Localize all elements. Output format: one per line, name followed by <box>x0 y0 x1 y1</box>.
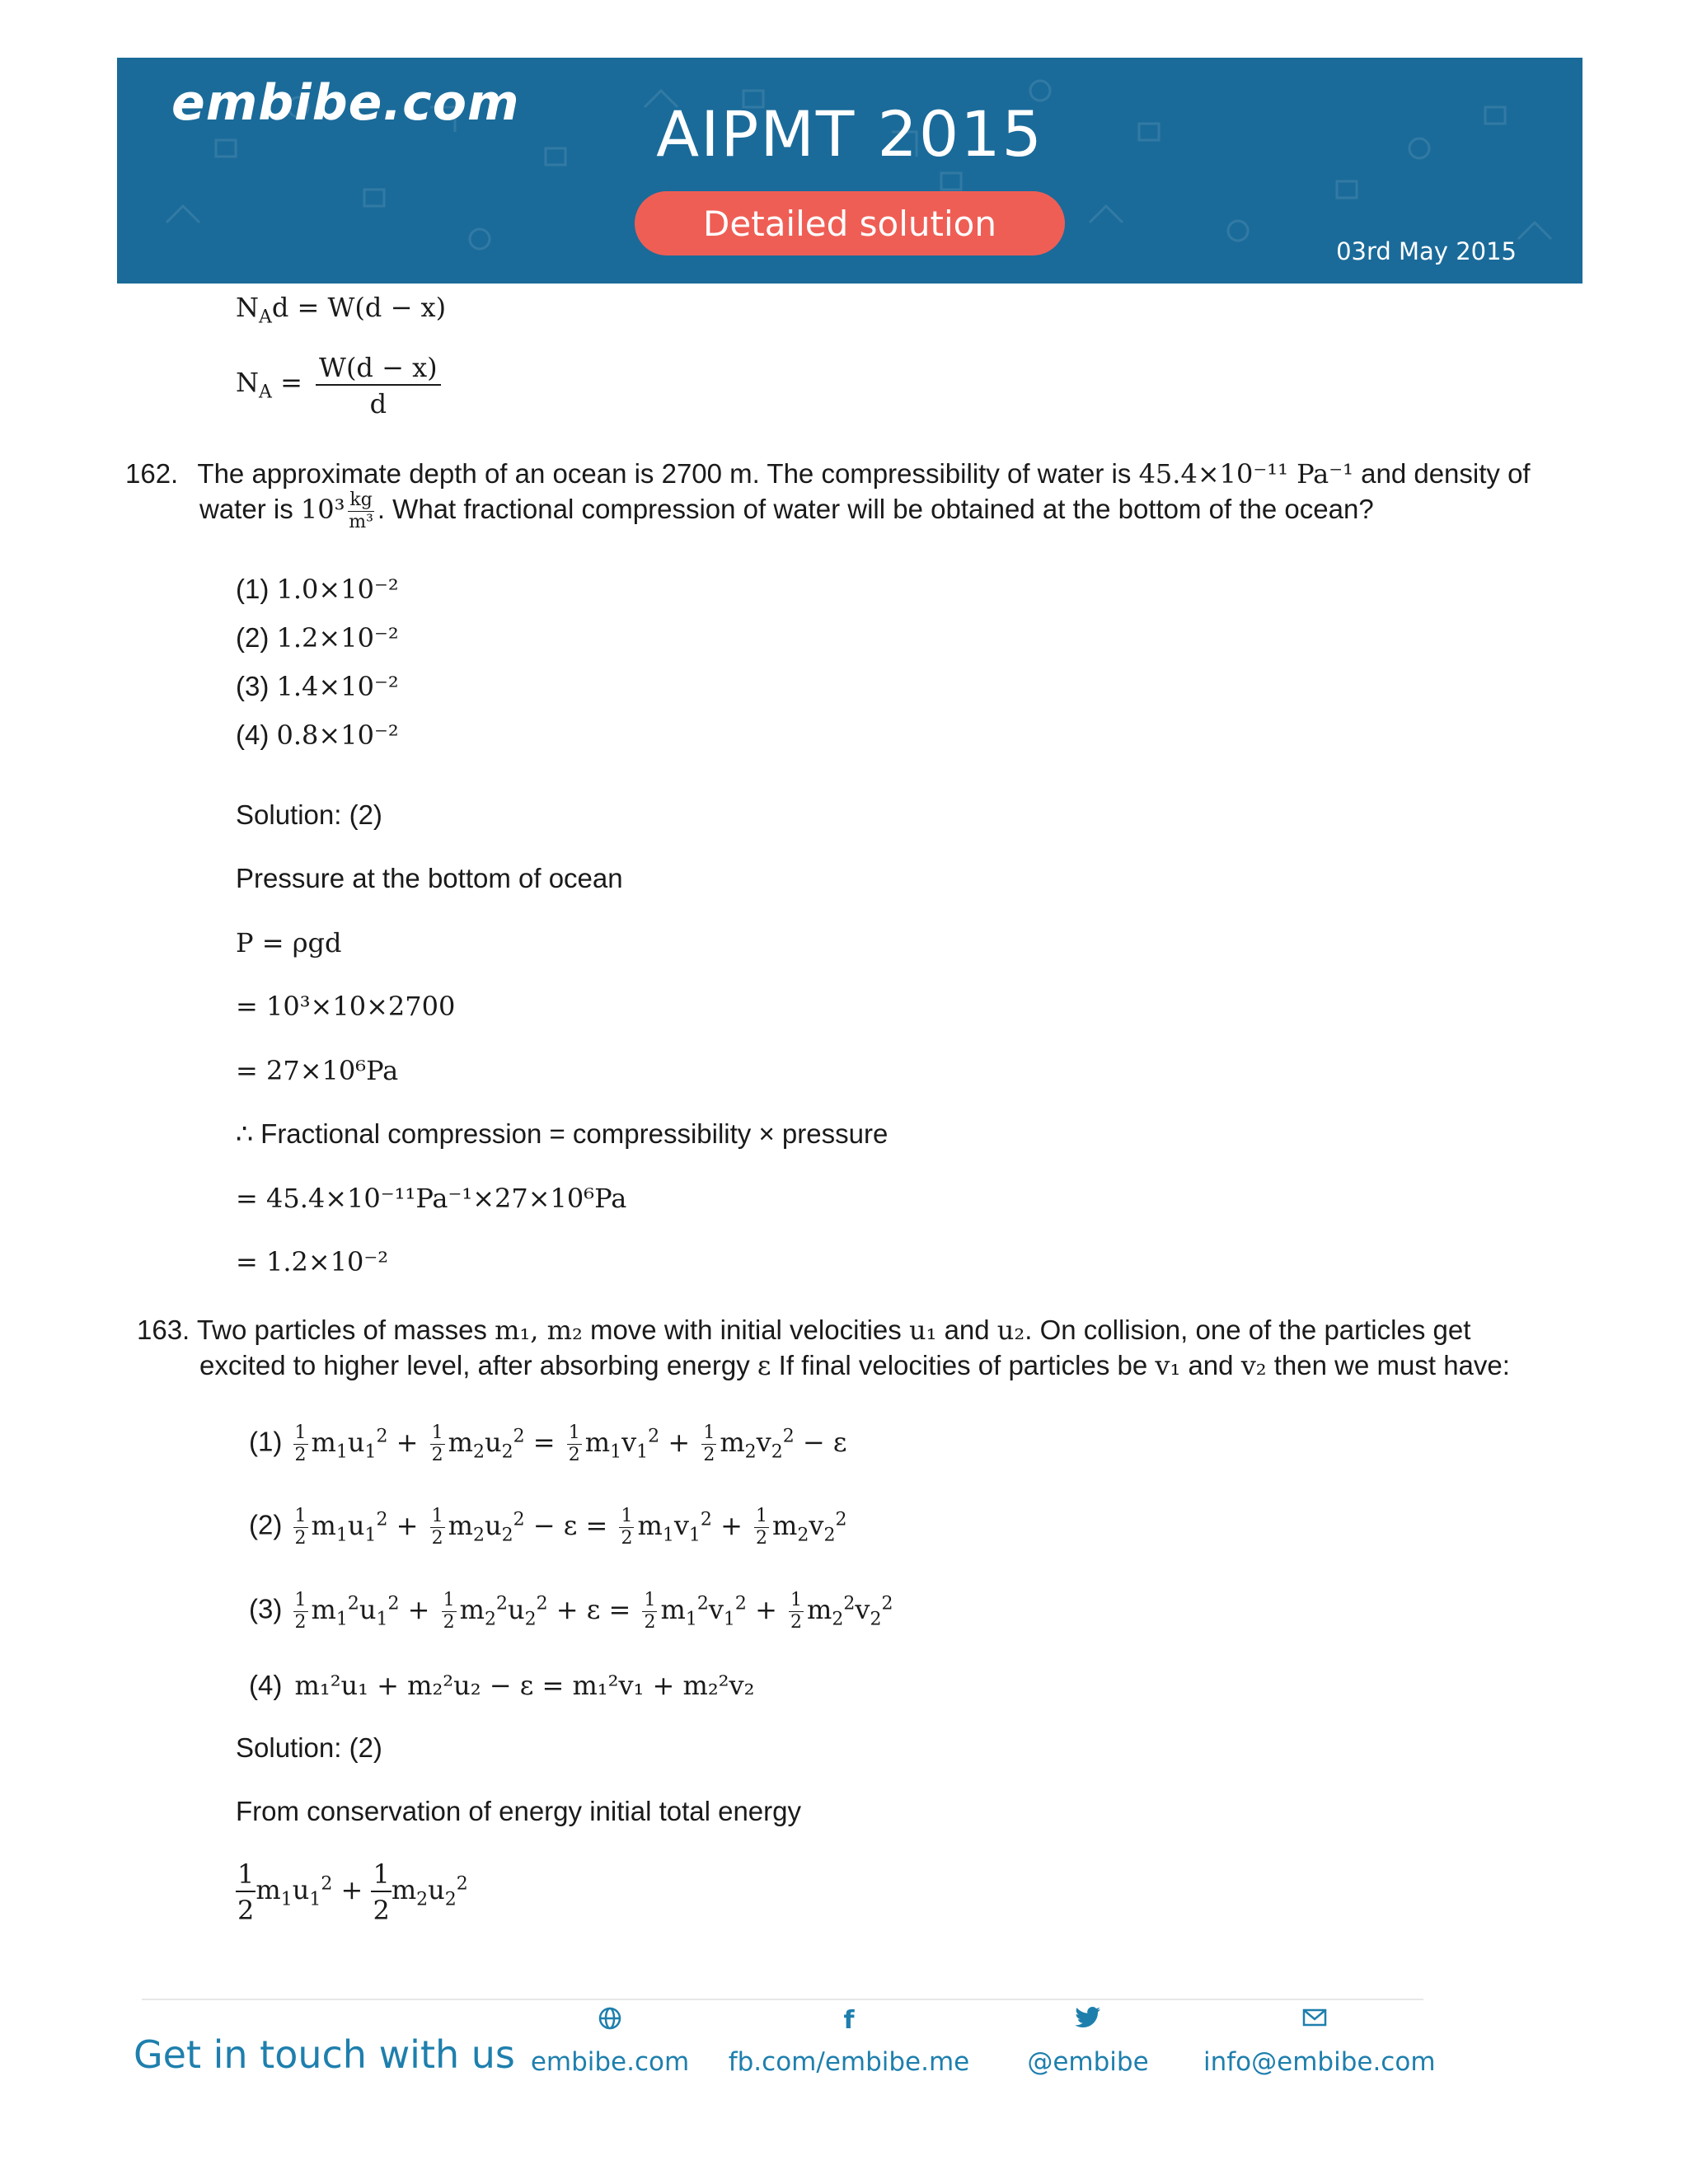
option-3: (3) $\frac{1}{2}$ $m_1^2u_1^2$ + $\frac{1}{2}$ $m_2^2u_2^2 + \varepsilon$ = $\frac{1}{2}$ $m_1^2v_1^2$ + $\frac{1}{2}$ $m_2^2v_2^2$ <box>249 1589 893 1633</box>
brand-logo: embibe.com <box>171 74 520 132</box>
solution-step: Pressure at the bottom of ocean <box>236 863 623 893</box>
question-text: The approximate depth of an ocean is 2700 m. The compressibility of water is <box>197 458 1132 489</box>
globe-icon <box>528 2006 692 2039</box>
option-1: (1) $\frac{1}{2}$ $m_1u_1^2$ + $\frac{1}{2}$ $m_2u_2^2$ = $\frac{1}{2}$ $m_1v_1^2$ + $\frac{1}{2}$ $m_2v_2^2 - \varepsilon$ <box>249 1422 847 1465</box>
footer-link-website[interactable]: embibe.com <box>528 2006 692 2077</box>
option-2: (2) 1.2×10⁻² <box>236 622 399 654</box>
question-number: 162. <box>125 458 179 489</box>
solution-step-energy: $\frac{1}{2}$ $m_1u_1^2$ + $\frac{1}{2}$ $m_2u_2^2$ <box>237 1858 468 1926</box>
question-text: water is <box>199 494 293 524</box>
twitter-icon <box>1006 2006 1170 2039</box>
exam-title: AIPMT 2015 <box>656 97 1043 171</box>
get-in-touch-label: Get in touch with us <box>134 2032 515 2077</box>
footer-divider <box>142 1999 1423 2000</box>
footer-link-facebook[interactable]: f fb.com/embibe.me <box>725 2006 973 2077</box>
footer-link-twitter[interactable]: @embibe <box>1006 2006 1170 2077</box>
solution-label: Solution: (2) <box>236 799 382 830</box>
solution-step: P = ρgd <box>236 927 342 958</box>
solution-step: = 45.4×10⁻¹¹Pa⁻¹×27×10⁶Pa <box>236 1183 627 1214</box>
exam-date: 03rd May 2015 <box>1336 237 1517 265</box>
detailed-solution-badge: Detailed solution <box>635 191 1065 255</box>
question-162-line-2 <box>199 491 1374 532</box>
option-1: (1) 1.0×10⁻² <box>236 574 399 605</box>
question-162-line-1 <box>125 457 1531 491</box>
solution-step: = 27×10⁶Pa <box>236 1055 399 1086</box>
footer-link-email[interactable]: info@embibe.com <box>1203 2006 1426 2077</box>
prev-frac-den: d <box>369 388 387 419</box>
facebook-icon: f <box>843 2006 855 2035</box>
header-banner <box>117 58 1582 284</box>
option-3: (3) 1.4×10⁻² <box>236 671 399 702</box>
question-text: and density of <box>1361 458 1531 489</box>
solution-step: = 10³×10×2700 <box>236 991 456 1022</box>
compressibility-value: 45.4×10⁻¹¹ Pa⁻¹ <box>1138 458 1353 490</box>
solution-step: From conservation of energy initial total energy <box>236 1796 802 1826</box>
density-value: 10³ $\frac{kg}{\text{m³}}$ <box>300 490 373 532</box>
mail-icon <box>1203 2006 1426 2039</box>
solution-step: = 1.2×10⁻² <box>236 1246 389 1277</box>
option-2: (2) $\frac{1}{2}$ $m_1u_1^2$ + $\frac{1}{2}$ $m_2u_2^2 - \varepsilon$ = $\frac{1}{2}$ $m_1v_1^2$ + $\frac{1}{2}$ $m_2v_2^2$ <box>249 1505 847 1549</box>
solution-step: ∴ Fractional compression = compressibility × pressure <box>236 1118 889 1149</box>
question-text: . What fractional compression of water will be obtained at the bottom of the ocean? <box>377 494 1374 524</box>
question-163-line-1: 163. Two particles of masses m₁, m₂ move with initial velocities u₁ and u₂. On collision, one of the particles get <box>137 1315 1471 1346</box>
solution-label: Solution: (2) <box>236 1732 382 1763</box>
option-4: (4) 0.8×10⁻² <box>236 719 399 751</box>
question-number: 163. <box>137 1315 190 1345</box>
prev-frac-num: W(d − x) <box>316 354 441 386</box>
prev-equation-2: $N_A$ = $\frac{W(d - x)}{d}$ <box>236 354 441 417</box>
question-163-line-2: excited to higher level, after absorbing energy ε If final velocities of particles be v₁ and v₂ then we must have: <box>199 1350 1510 1381</box>
option-4: (4) m₁²u₁ + m₂²u₂ − ε = m₁²v₁ + m₂²v₂ <box>249 1670 755 1701</box>
prev-equation-1: $N_Ad = W(d - x)$ <box>236 292 447 328</box>
